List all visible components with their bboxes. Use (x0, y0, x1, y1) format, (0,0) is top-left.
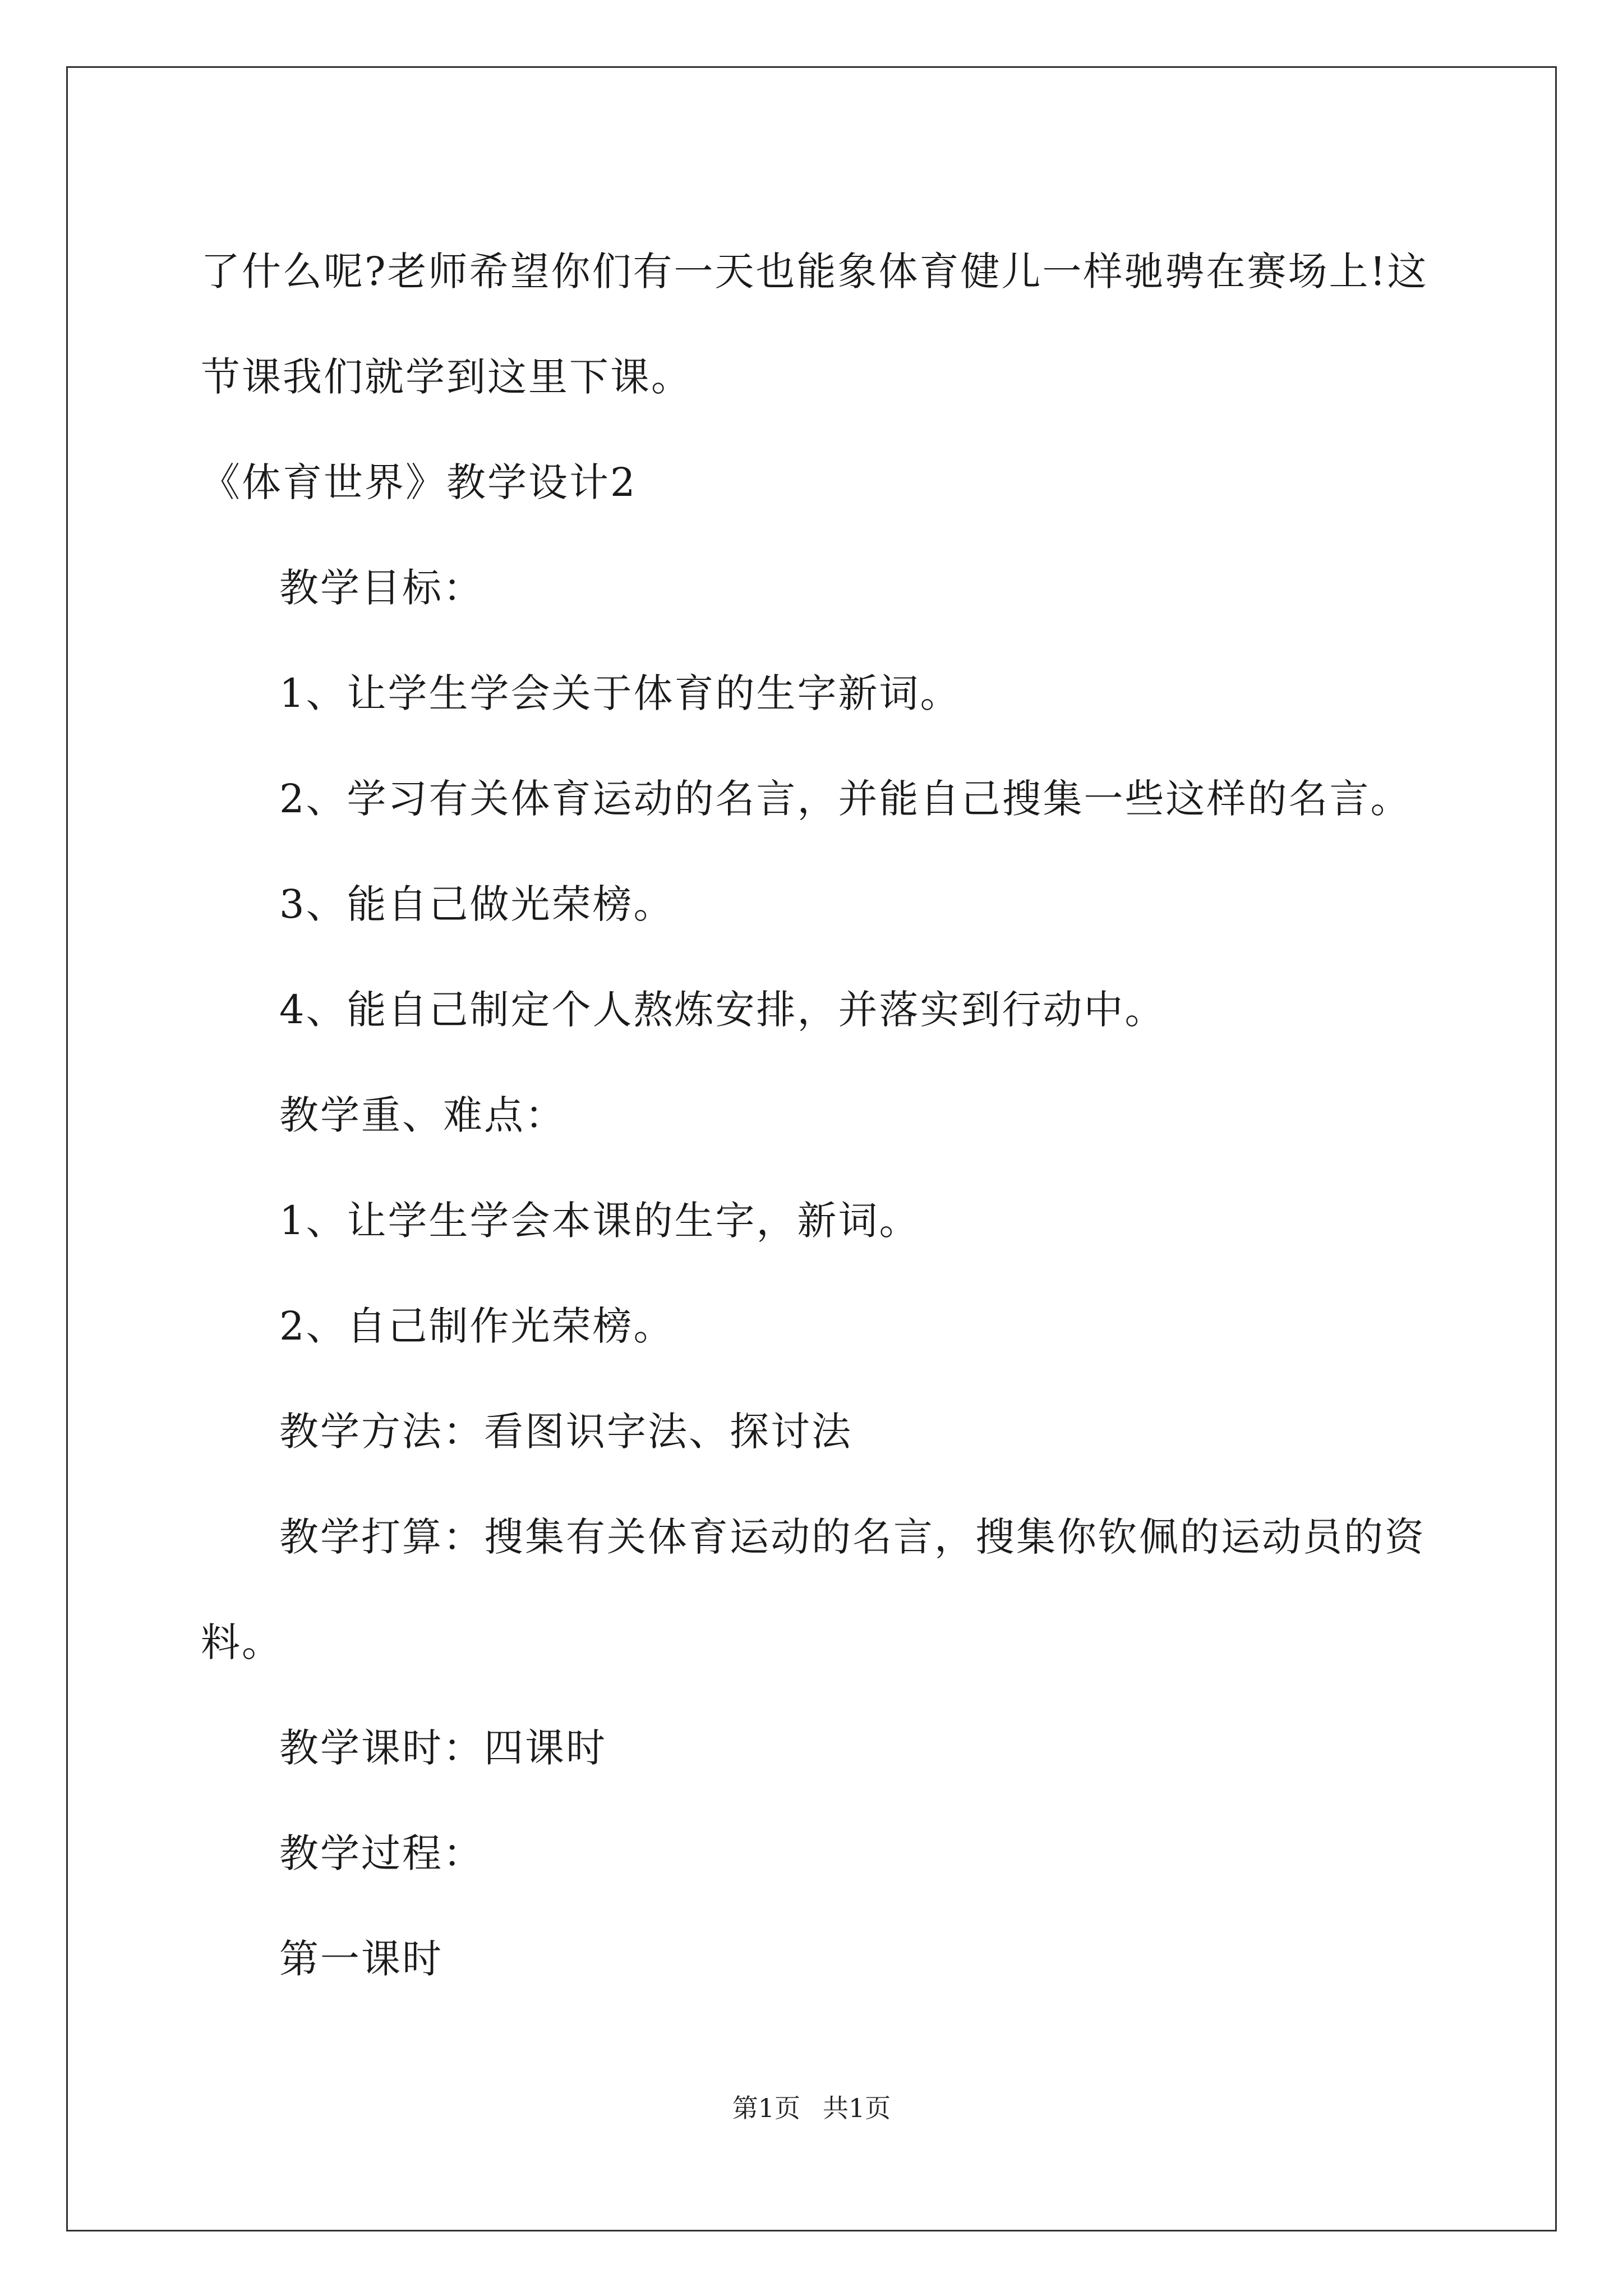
document-body (201, 219, 1435, 2012)
paragraph-1: 了什么呢?老师希望你们有一天也能象体育健儿一样驰骋在赛场上!这 (201, 249, 1428, 295)
paragraph-7: 3、能自己做光荣榜。 (279, 881, 675, 927)
page-footer (0, 2091, 1623, 2125)
paragraph-10: 1、让学生学会本课的生字，新词。 (279, 1198, 920, 1244)
paragraph-15: 教学课时：四课时 (279, 1725, 607, 1771)
page-number: 第1页 (732, 2093, 800, 2123)
paragraph-11: 2、自己制作光荣榜。 (279, 1303, 675, 1349)
paragraph-13: 教学打算：搜集有关体育运动的名言，搜集你钦佩的运动员的资 (279, 1514, 1426, 1560)
paragraph-12: 教学方法：看图识字法、探讨法 (279, 1409, 852, 1455)
paragraph-17: 第一课时 (279, 1936, 443, 1982)
paragraph-9: 教学重、难点： (279, 1092, 566, 1138)
paragraph-8: 4、能自己制定个人熬炼安排，并落实到行动中。 (279, 987, 1166, 1033)
paragraph-6: 2、学习有关体育运动的名言，并能自己搜集一些这样的名言。 (279, 776, 1412, 822)
section-heading: 《体育世界》教学设计2 (201, 459, 637, 505)
page-total: 共1页 (823, 2093, 891, 2123)
paragraph-2: 节课我们就学到这里下课。 (201, 354, 692, 400)
paragraph-16: 教学过程： (279, 1830, 484, 1876)
paragraph-4: 教学目标： (279, 565, 484, 611)
paragraph-14: 料。 (201, 1619, 283, 1665)
paragraph-5: 1、让学生学会关于体育的生字新词。 (279, 670, 961, 716)
